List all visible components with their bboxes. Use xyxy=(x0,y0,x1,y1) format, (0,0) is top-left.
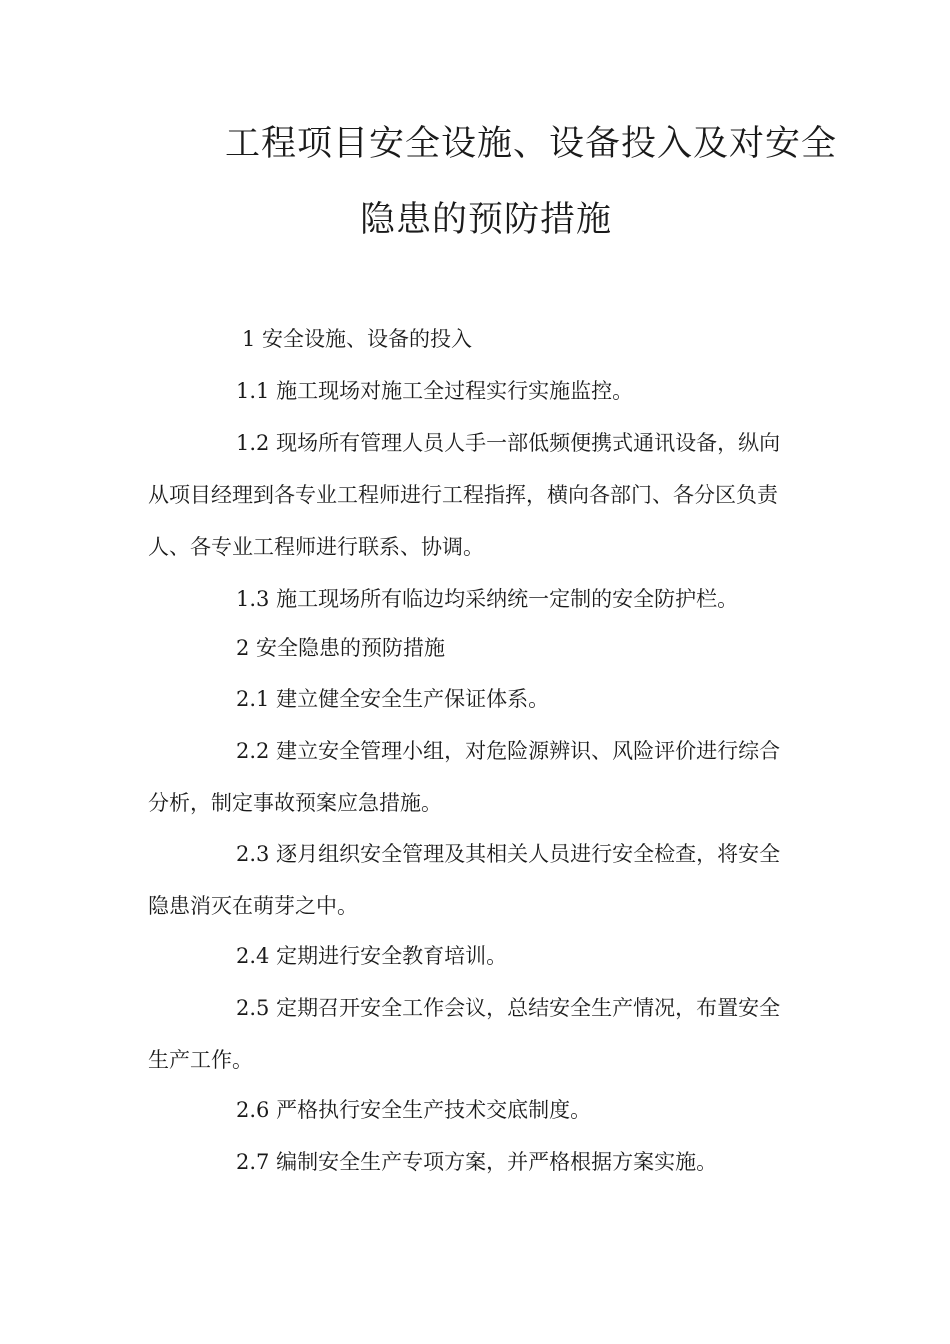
paragraph-2-7: 2.7 编制安全生产专项方案，并严格根据方案实施。 xyxy=(236,1150,718,1174)
paragraph-2-2: 2.2 建立安全管理小组，对危险源辨识、风险评价进行综合分析，制定事故预案应急措施。 xyxy=(148,739,781,815)
paragraph-2-1: 2.1 建立健全安全生产保证体系。 xyxy=(236,687,550,711)
paragraph-2-4: 2.4 定期进行安全教育培训。 xyxy=(236,944,508,968)
paragraph-2-6: 2.6 严格执行安全生产技术交底制度。 xyxy=(236,1098,592,1122)
section-heading-1: 1 安全设施、设备的投入 xyxy=(242,327,473,351)
paragraph-2-3: 2.3 逐月组织安全管理及其相关人员进行安全检查，将安全隐患消灭在萌芽之中。 xyxy=(148,842,781,918)
paragraph-1-2: 1.2 现场所有管理人员人手一部低频便携式通讯设备，纵向从项目经理到各专业工程师进行工程指挥，横向各部门、各分区负责人、各专业工程师进行联系、协调。 xyxy=(148,431,781,559)
document-title-line-2: 隐患的预防措施 xyxy=(360,200,613,240)
document-title-line-1: 工程项目安全设施、设备投入及对安全 xyxy=(225,124,838,164)
paragraph-1-1: 1.1 施工现场对施工全过程实行实施监控。 xyxy=(236,379,634,403)
paragraph-2-5: 2.5 定期召开安全工作会议，总结安全生产情况，布置安全生产工作。 xyxy=(148,996,781,1072)
paragraph-1-3: 1.3 施工现场所有临边均采纳统一定制的安全防护栏。 xyxy=(236,587,739,611)
section-heading-2: 2 安全隐患的预防措施 xyxy=(236,636,446,660)
